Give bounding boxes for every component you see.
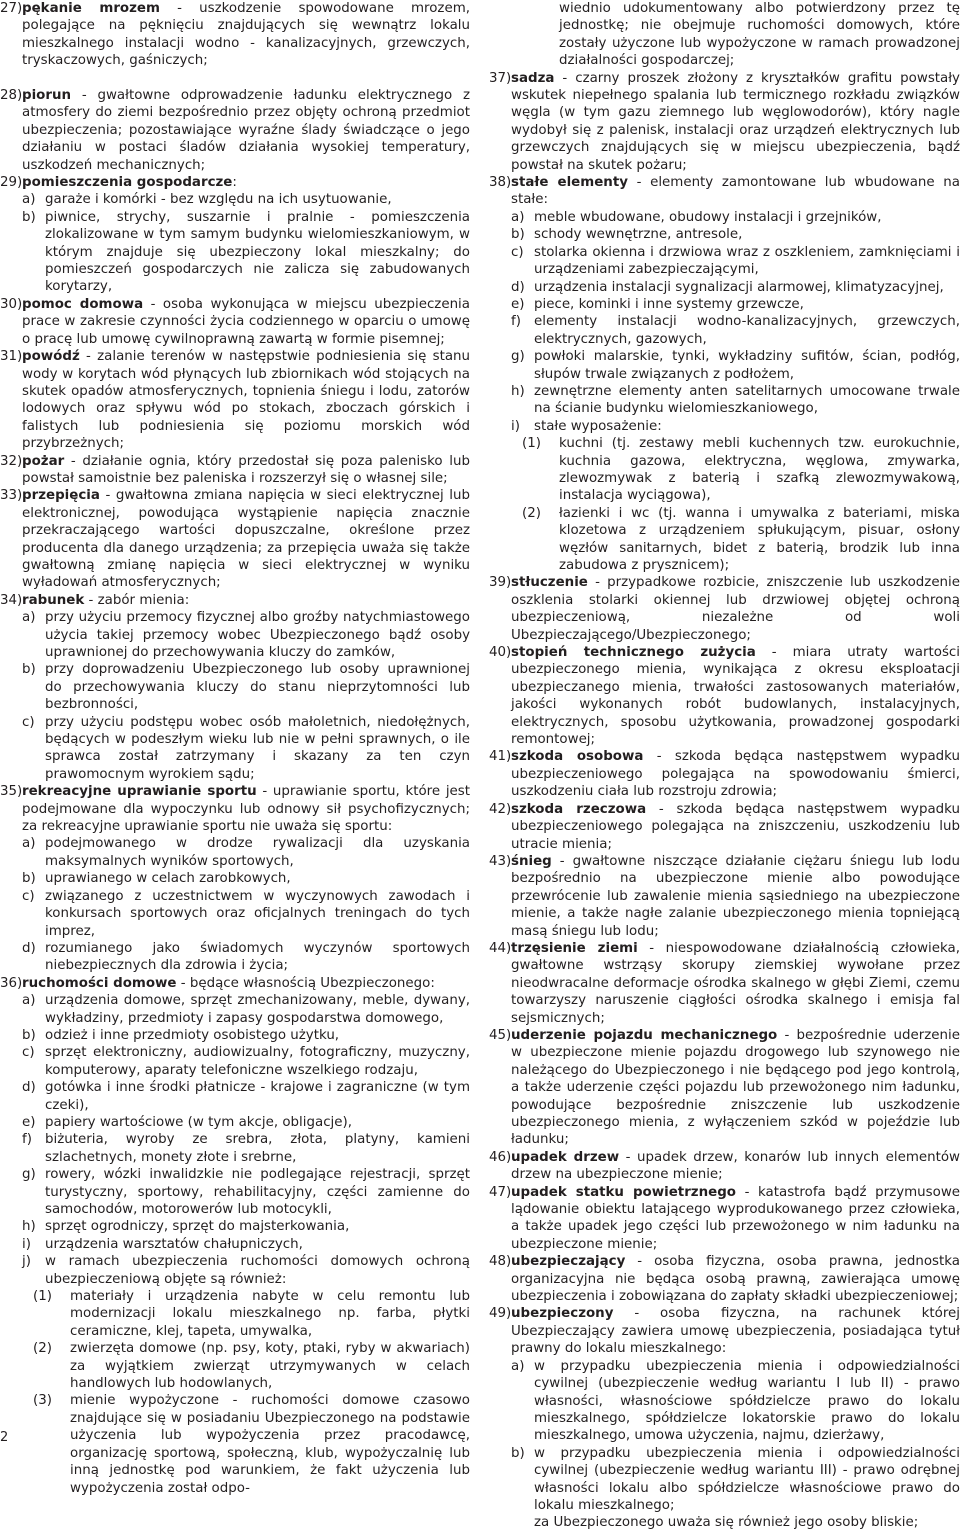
sub-list-item: (2) łazienki i wc (tj. wanna i umywalka z bateriami, miska klozetowa z urządzeniem spłukującym, pisuar, osłony węzłów sanitarnych, bidet z baterią, brodzik lub inna zabudowa z prysznicem); xyxy=(522,505,960,573)
list-item: a) garaże i komórki - bez względu na ich usytuowanie, xyxy=(22,192,392,208)
term: rabunek xyxy=(22,592,85,608)
list-item: f) elementy instalacji wodno-kanalizacyjnych, grzewczych, elektrycznych, gazowych, xyxy=(511,314,960,347)
list-item: c) sprzęt elektroniczny, audiowizualny, fotograficzny, muzyczny, komputerowy, aparaty telefoniczne wszelkiego rodzaju, xyxy=(22,1045,470,1078)
right-column xyxy=(489,0,960,1532)
definition-37: 37)sadza - czarny proszek złożony z kryształków grafitu powstały wskutek niepełnego spalania lub termicznego rozkładu związków węgla (w tym gazu ziemnego lub węglowodorów), który nagle wydobył się z palenisk, instalacji oraz urządzeń elektrycznych lub grzewczych znajdujących się w miejscu ubezpieczenia, bądź powstał na skutek pożaru; xyxy=(489,70,960,173)
definition-39: 39)stłuczenie - przypadkowe rozbicie, zniszczenie lub uszkodzenie oszklenia stolarki okiennej lub drzwiowej objętej ochroną ubezpieczeniową, niezależne od woli Ubezpieczającego/Ubezpieczonego; xyxy=(489,575,960,643)
term: śnieg xyxy=(511,853,552,869)
term: piorun xyxy=(22,88,72,104)
term: upadek statku powietrznego xyxy=(511,1184,736,1200)
list-item: e) papiery wartościowe (w tym akcje, obligacje), xyxy=(22,1114,352,1130)
continued-text: wiednio udokumentowany albo potwierdzony przez tę jednostkę; nie obejmuje ruchomości domowych, które zostały użyczone lub wypożyczone w ramach prowadzonej działalności gospodarczej; xyxy=(559,1,960,69)
definition-44: 44)trzęsienie ziemi - niespowodowane działalnością człowieka, gwałtowne wstrząsy skorupy ziemskiej wywołane przez nieodwracalne deformacje ośrodka skalnego w głębi Ziemi, czemu towarzyszy naruszenie ciągłości ośrodka skalnego i emisja fal sejsmicznych; xyxy=(489,940,960,1026)
list-item: g) rowery, wózki inwalidzkie nie podlegające rejestracji, sprzęt turystyczny, sportowy, rehabilitacyjny, części zamienne do samochodów, motorowerów lub motocykli, xyxy=(22,1167,470,1218)
list-item: d) rozumianego jako świadomych wyczynów sportowych niebezpiecznych dla zdrowia i życia; xyxy=(22,940,470,974)
term: rekreacyjne uprawianie sportu xyxy=(22,784,257,800)
term: pękanie mrozem xyxy=(22,1,160,16)
definition-33: 33)przepięcia - gwałtowna zmiana napięcia w sieci elektrycznej lub elektronicznej, powodująca wystąpienie napięcia znacznie przekraczającego wartości dopuszczalne, określone przez producenta dla danego urządzenia; za przepięcia uważa się także gwałtowną zmianę napięcia w sieci elektrycznej w wyniku wyładowań atmosferycznych; xyxy=(0,488,470,591)
definition-47: 47)upadek statku powietrznego - katastrofa bądź przymusowe lądowanie obiektu latającego wyprodukowanego przez człowieka, a także upadek jego części lub przewożonego w nim ładunku na ubezpieczone mienie; xyxy=(489,1184,960,1252)
list-item: c) związanego z uczestnictwem w wyczynowych zawodach i konkursach sportowych oraz oficjalnych treningach do tych imprez, xyxy=(22,888,470,939)
definition-29: 29)pomieszczenia gospodarcze: xyxy=(0,175,237,191)
list-item: d) urządzenia instalacji sygnalizacji alarmowej, klimatyzacyjnej, xyxy=(511,279,944,295)
definition-34: 34)rabunek - zabór mienia: xyxy=(0,592,190,608)
definition-38: 38)stałe elementy - elementy zamontowane lub wbudowane na stałe: xyxy=(489,175,960,208)
definition-43: 43)śnieg - gwałtowne niszczące działanie ciężaru śniegu lub lodu bezpośrednio na ubezpieczone mienie albo powodujące przewrócenie lub zawalenie mienia sąsiedniego na ubezpieczone mienie, a także nagłe zalanie ubezpieczonego mienia topniejącą masą śniegu lub lodu; xyxy=(489,853,960,939)
definition-28: 28)piorun - gwałtowne odprowadzenie ładunku elektrycznego z atmosfery do ziemi bezpośrednio przez objęty ochroną przedmiot ubezpieczenia; pozostawiające wyraźne ślady świadczące o jego działaniu w postaci śladów działania wysokiej temperatury, uszkodzeń mechanicznych; xyxy=(0,88,470,173)
list-item: i) urządzenia warsztatów chałupniczych, xyxy=(22,1236,303,1252)
definition-45: 45)uderzenie pojazdu mechanicznego - bezpośrednie uderzenie w ubezpieczone mienie pojazdu drogowego lub szynowego nie należącego do Ubezpieczonego i nie będącego pod jego kontrolą, a także uderzenie części pojazdu lub przewożonego nim ładunku, powodujące bezpośrednie zniszczenie lub uszkodzenie ubezpieczonego mienia, z wyłączeniem szkód w pojeździe lub ładunku; xyxy=(489,1027,960,1148)
list-item: c) przy użyciu podstępu wobec osób małoletnich, niedołężnych, będących w podeszłym wieku lub nie w pełni sprawnych, o ile sprawca został zatrzymany i skazany za ten czyn prawomocnym wyrokiem sądu; xyxy=(22,714,470,782)
definition-30: 30)pomoc domowa - osoba wykonująca w miejscu ubezpieczenia prace w zakresie czynności życia codziennego w oparciu o umowę o pracę lub umowę cywilnoprawną zawartą w formie pisemnej; xyxy=(0,296,470,347)
list-item: b) uprawianego w celach zarobkowych, xyxy=(22,871,291,887)
definition-27: 27)pękanie mrozem - uszkodzenie spowodowane mrozem, polegające na pęknięciu znajdujących się wewnątrz lokalu mieszkalnego instalacji wodno - kanalizacyjnych, grzewczych, tryskaczowych, gaśniczych; xyxy=(0,1,471,69)
list-item: g) powłoki malarskie, tynki, wykładziny sufitów, ścian, podłóg, słupów trwale związanych z podłożem, xyxy=(511,349,960,382)
sub-list-item: (1) materiały i urządzenia nabyte w celu remontu lub modernizacji lokalu mieszkalnego np. farba, płytki ceramiczne, klej, tapeta, umywalka, xyxy=(33,1289,470,1339)
list-item: b) odzież i inne przedmioty osobistego użytku, xyxy=(22,1027,340,1043)
list-item: h) zewnętrzne elementy anten satelitarnych umocowane trwale na ścianie budynku wielomieszkaniowego, xyxy=(511,383,960,417)
list-item: b) w przypadku ubezpieczenia mienia i odpowiedzialności cywilnej (ubezpieczenie według wariantu III) - prawo odrębnej własności lokalu albo spółdzielcze własnościowe prawo do lokalu mieszkalnego; xyxy=(511,1445,960,1513)
term: uderzenie pojazdu mechanicznego xyxy=(511,1027,778,1043)
term: ruchomości domowe xyxy=(22,975,177,991)
definition-46: 46)upadek drzew - upadek drzew, konarów lub innych elementów drzew na ubezpieczone mienie; xyxy=(489,1149,960,1183)
term: przepięcia xyxy=(22,488,100,504)
list-item: e) piece, kominki i inne systemy grzewcze, xyxy=(511,296,804,312)
term: upadek drzew xyxy=(511,1149,620,1165)
definition-41: 41)szkoda osobowa - szkoda będąca następstwem wypadku ubezpieczeniowego polegająca na spowodowaniu śmierci, uszkodzeniu ciała lub rozstroju zdrowia; xyxy=(489,749,960,800)
term: trzęsienie ziemi xyxy=(511,940,638,956)
page-number: 2 xyxy=(0,1430,9,1445)
list-item: c) stolarka okienna i drzwiowa wraz z oszkleniem, zamknięciami i urządzeniami zabezpieczającymi, xyxy=(511,244,960,278)
sub-list-item: (1) kuchni (tj. zestawy mebli kuchennych tzw. eurokuchnie, kuchnia gazowa, elektryczna, węglowa, zmywarka, zlewozmywak z baterią i szafką zlewozmywakową, instalacja wyciągowa), xyxy=(522,436,960,504)
term: pożar xyxy=(22,453,65,469)
term: ubezpieczony xyxy=(511,1306,614,1322)
sub-list-item: (3) mienie wypożyczone - ruchomości domowe czasowo znajdujące się w posiadaniu Ubezpieczonego na podstawie użyczenia lub wypożyczenia przez pracodawcę, organizację sportową, społeczną, klub, wypożyczalnię lub inną jednostkę pod warunkiem, że fakt użyczenia lub wypożyczenia został odpo- xyxy=(33,1393,470,1496)
term: stopień technicznego zużycia xyxy=(511,645,756,661)
list-item: a) w przypadku ubezpieczenia mienia i odpowiedzialności cywilnej (ubezpieczenie według wariantu I lub II) - prawo własności, własnościowe spółdzielcze prawo do lokalu mieszkalnego, spółdzielcze lokatorskie prawo do lokalu mieszkalnego, umowa użyczenia, najmu, dzierżawy, xyxy=(511,1358,960,1444)
definition-42: 42)szkoda rzeczowa - szkoda będąca następstwem wypadku ubezpieczeniowego polegająca na zniszczeniu, uszkodzeniu lub utracie mienia; xyxy=(489,801,960,852)
list-item: b) schody wewnętrzne, antresole, xyxy=(511,227,743,243)
definition-49: 49)ubezpieczony - osoba fizyczna, na rachunek której Ubezpieczający zawiera umowę ubezpieczenia, posiadająca tytuł prawny do lokalu mieszkalnego: xyxy=(489,1306,960,1357)
term: sadza xyxy=(511,70,555,86)
term: stłuczenie xyxy=(511,575,588,591)
list-item: b) przy doprowadzeniu Ubezpieczonego lub osoby uprawnionej do przechowywania kluczy do stanu nieprzytomności lub bezbronności, xyxy=(22,662,470,713)
list-item: a) urządzenia domowe, sprzęt zmechanizowany, meble, dywany, wykładziny, przedmioty i zapasy gospodarstwa domowego, xyxy=(22,993,470,1026)
term: ubezpieczający xyxy=(511,1254,626,1270)
term: szkoda osobowa xyxy=(511,749,644,765)
definition-40: 40)stopień technicznego zużycia - miara utraty wartości ubezpieczonego mienia, wynikająca z okresu eksploatacji ubezpieczanego mienia, trwałości zastosowanych materiałów, jakości wykonanych robót budowlanych, instalacyjnych, elektrycznych, sposobu użytkowania, prowadzonej gospodarki remontowej; xyxy=(489,645,960,748)
definition-31: 31)powódź - zalanie terenów w następstwie podniesienia się stanu wody w korytach wód płynących lub zbiornikach wód stojących na skutek opadów atmosferycznych, topnienia śniegu i lodu, zatorów lodowych oraz spływu wód po stokach, zboczach górskich i falistych lub podniesienia się poziomu morskich wód przybrzeżnych; xyxy=(0,349,470,452)
term: pomieszczenia gospodarcze xyxy=(22,175,233,191)
term: pomoc domowa xyxy=(22,296,144,312)
closing-note: za Ubezpieczonego uważa się również jego osoby bliskie; xyxy=(534,1515,919,1531)
list-item: a) meble wbudowane, obudowy instalacji i grzejników, xyxy=(511,209,882,225)
definition-32: 32)pożar - działanie ognia, który przedostał się poza palenisko lub powstał samoistnie bez paleniska i rozszerzył się o własnej sile; xyxy=(0,453,470,486)
left-column xyxy=(0,0,470,1497)
sub-list-item: (2) zwierzęta domowe (np. psy, koty, ptaki, ryby w akwariach) za wyjątkiem zwierząt utrzymywanych w celach handlowych lub hodowlanych, xyxy=(33,1341,470,1392)
list-item: a) przy użyciu przemocy fizycznej albo groźby natychmiastowego użycia takiej przemocy wobec Ubezpieczonego bądź osoby uprawnionej do przechowywania kluczy do zamków, xyxy=(22,610,470,661)
term: szkoda rzeczowa xyxy=(511,801,647,817)
list-item: i) stałe wyposażenie: xyxy=(511,418,662,434)
list-item: b) piwnice, strychy, suszarnie i pralnie - pomieszczenia zlokalizowane w tym samym budynku wielomieszkaniowym, w którym znajduje się ubezpieczony lokal mieszkalny; do pomieszczeń gospodarczych nie zalicza się zabudowanych korytarzy, xyxy=(22,209,470,295)
list-item: h) sprzęt ogrodniczy, sprzęt do majsterkowania, xyxy=(22,1219,350,1235)
term: powódź xyxy=(22,349,80,365)
list-item: j) w ramach ubezpieczenia ruchomości domowych ochroną ubezpieczeniową objęte są również: xyxy=(22,1254,470,1287)
definition-35: 35)rekreacyjne uprawianie sportu - uprawianie sportu, które jest podejmowane dla wypoczynku lub odnowy sił psychofizycznych; za rekreacyjne uprawianie sportu nie uważa się sportu: xyxy=(0,784,471,835)
definition-48: 48)ubezpieczający - osoba fizyczna, osoba prawna, jednostka organizacyjna nie będąca osobą prawną, zawierająca umowę ubezpieczenia i zobowiązana do zapłaty składki ubezpieczeniowej; xyxy=(489,1254,960,1305)
list-item: f) biżuteria, wyroby ze srebra, złota, platyny, kamieni szlachetnych, monety złote i srebrne, xyxy=(22,1132,470,1165)
list-item: a) podejmowanego w drodze rywalizacji dla uzyskania maksymalnych wyników sportowych, xyxy=(22,836,470,869)
term: stałe elementy xyxy=(511,175,628,191)
definition-36: 36)ruchomości domowe - będące własnością Ubezpieczonego: xyxy=(0,975,435,991)
list-item: d) gotówka i inne środki płatnicze - krajowe i zagraniczne (w tym czeki), xyxy=(22,1080,470,1113)
